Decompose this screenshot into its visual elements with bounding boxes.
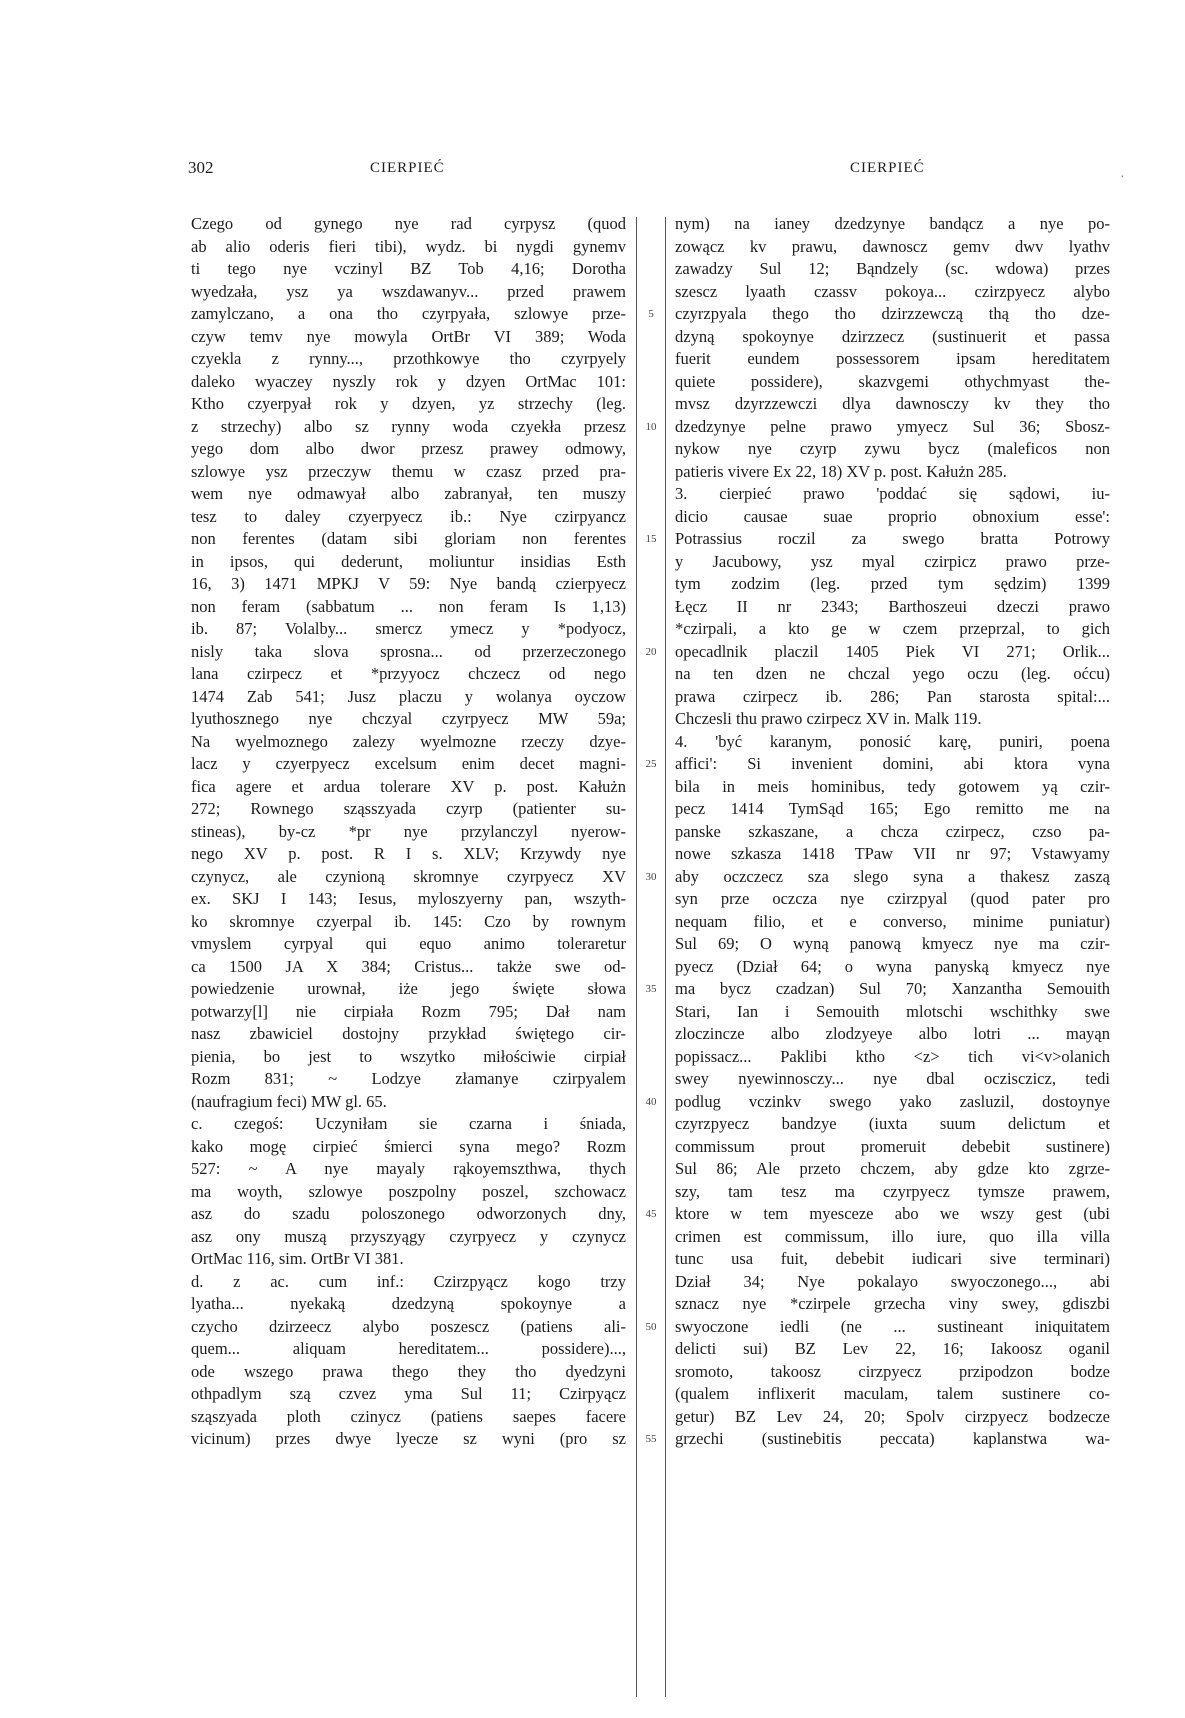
right-column-line: popissacz... Paklibi ktho <z> tich vi<v>olanich (675, 1046, 1110, 1066)
right-column-line: dicio causae suae proprio obnoxium esse': (675, 506, 1110, 526)
right-column-line: Stari, Ian i Semouith mlotschi wschithky swe (675, 1001, 1110, 1021)
right-column-line: szescz lyaath czassv pokoya... czirzpyecz alybo (675, 281, 1110, 301)
left-column-line: asz do szadu poloszonego odworzonych dny, (191, 1204, 626, 1223)
right-column (675, 213, 1110, 1718)
right-column-line: zloczincze albo zlodzyeye albo lotri ... mayąn (675, 1024, 1110, 1043)
left-column-line: czyekla z rynny..., przothkowye tho czyrpyely (191, 349, 626, 368)
right-column-line: Sul 86; Ale przeto chczem, aby gdze kto zgrze- (675, 1159, 1110, 1178)
right-column-line: commissum prout promeruit debebit sustinere) (675, 1136, 1110, 1156)
left-column-line: kako mogę cirpieć śmierci syna mego? Rozm (191, 1136, 626, 1156)
left-column-line: czyw temv nye mowyla OrtBr VI 389; Woda (191, 326, 626, 346)
line-number: 30 (645, 870, 657, 883)
right-column-line: fuerit eundem possessorem ipsam hereditatem (675, 349, 1110, 368)
left-column-line: ode wszego prawa thego they tho dyedzyni (191, 1361, 626, 1381)
line-number: 25 (645, 758, 657, 770)
left-column-line: 1474 Zab 541; Jusz placzu y wolanya oyczow (191, 686, 626, 706)
right-column-line: podlug vczinkv swego yako zasluzil, dostoynye (675, 1091, 1110, 1111)
right-column-line: tunc usa fuit, debebit iudicari sive terminari) (675, 1249, 1110, 1268)
right-column-line: Potrassius roczil za swego bratta Potrowy (675, 529, 1110, 548)
left-column-line: 16, 3) 1471 MPKJ V 59: Nye bandą czierpyecz (191, 574, 626, 593)
column-rule-right (665, 217, 666, 1697)
right-column-line: *czirpali, a kto ge w czem przeprzal, to gich (675, 619, 1110, 638)
running-head-right: CIERPIEĆ (850, 160, 925, 176)
right-column-line: y Jacubowy, ysz myal czirpicz prawo prze- (675, 551, 1110, 571)
right-column-line: ktore w tem myesceze abo we wszy gest (ubi (675, 1204, 1110, 1223)
right-column-line: mvsz dzyrzzewczi dlya dawnosczy kv they tho (675, 394, 1110, 413)
right-column-line: swyoczone iedli (ne ... sustineant iniquitatem (675, 1316, 1110, 1336)
line-number: 35 (645, 983, 657, 995)
right-column-line: zowącz kv prawu, dawnoscz gemv dwv lyathv (675, 236, 1110, 256)
right-column-line: crimen est commissum, illo iure, quo illa villa (675, 1226, 1110, 1246)
left-column-line: wyedzała, ysz ya wszdawanyv... przed prawem (191, 281, 626, 301)
right-column-line: Sul 69; O wyną panową kmyecz nye ma czir- (675, 934, 1110, 953)
right-column-line: sznacz nye *czirpele grzecha viny swey, gdiszbi (675, 1294, 1110, 1313)
left-column-line: ma woyth, szlowye poszpolny poszel, szchowacz (191, 1181, 626, 1201)
left-column-line: vicinum) przes dwye lyecze sz wyni (pro sz (191, 1429, 626, 1448)
right-column-line: pecz 1414 TymSąd 165; Ego remitto me na (675, 799, 1110, 818)
line-number: 50 (645, 1320, 657, 1333)
left-column-line: quem... aliquam hereditatem... possidere)..., (191, 1339, 626, 1358)
right-column-line: swey nyewinnosczy... nye dbal oczisczicz, tedi (675, 1069, 1110, 1088)
left-column-line: OrtMac 116, sim. OrtBr VI 381. (191, 1249, 404, 1268)
column-rule-left (636, 217, 637, 1697)
left-column-line: zamylczano, a ona tho czyrpyała, szlowye prze- (191, 304, 626, 323)
right-column-line: nequam filio, et e converso, minime puniatur) (675, 911, 1110, 931)
right-column-line: nym) na ianey dzedzynye bandącz a nye po- (675, 214, 1110, 233)
left-column-line: lacz y czyerpyecz excelsum enim decet magni- (191, 754, 626, 773)
left-column-line: czynycz, ale czynioną skromnye czyrpyecz XV (191, 866, 626, 886)
left-column-line: othpadlym szą czvez yma Sul 11; Czirpyącz (191, 1384, 626, 1403)
left-column-line: ex. SKJ I 143; Iesus, myloszyerny pan, wszyth- (191, 889, 626, 908)
right-column-line: szy, tam tesz ma czyrpyecz tymsze prawem, (675, 1181, 1110, 1201)
right-column-line: (qualem inflixerit maculam, talem sustinere co- (675, 1384, 1110, 1403)
left-column-line: Na wyelmoznego zalezy wyelmozne rzeczy dzye- (191, 731, 626, 751)
page-number: 302 (188, 158, 214, 177)
left-column-line: ab alio oderis fieri tibi), wydz. bi nygdi gynemv (191, 236, 626, 256)
left-column-line: ko skromnye czyerpal ib. 145: Czo by rownym (191, 911, 626, 931)
left-column-line: 272; Rownego sząsszyada czyrp (patienter su- (191, 799, 626, 818)
right-column-line: na ten dzen ne chczal yego oczu (leg. oćcu) (675, 664, 1110, 683)
left-column-line: Ktho czyerpyał rok y dzyen, yz strzechy (leg. (191, 394, 626, 413)
left-column (191, 213, 626, 1718)
line-number: 55 (645, 1433, 657, 1445)
left-column-line: (naufragium feci) MW gl. 65. (191, 1091, 387, 1111)
page-header (0, 158, 1185, 188)
left-column-line: szlowye ysz przeczyw themu w czasz przed pra- (191, 461, 626, 481)
right-column-line: bila in meis hominibus, tedy gotowem yą czir- (675, 776, 1110, 796)
left-column-line: c. czegoś: Uczyniłam sie czarna i śniada, (191, 1114, 626, 1133)
line-number: 5 (648, 308, 654, 320)
left-column-line: pienia, bo jest to wszytko miłościwie cirpiał (191, 1046, 626, 1066)
left-column-line: in ipsos, qui dederunt, moliuntur insidias Esth (191, 551, 626, 571)
left-column-line: nasz zbawiciel dostojny przykład świętego cir- (191, 1024, 626, 1043)
left-column-line: lyatha... nyekaką dzedzyną spokoynye a (191, 1294, 626, 1313)
left-column-line: vmyslem cyrpyal qui equo animo toleraretur (191, 934, 626, 953)
right-column-line: patieris vivere Ex 22, 18) XV p. post. Kałużn 285. (675, 461, 1007, 481)
line-number: 10 (645, 420, 657, 433)
left-column-line: fica agere et ardua tolerare XV p. post. Kałużn (191, 776, 626, 796)
right-column-line: Chczesli thu prawo czirpecz XV in. Malk 119. (675, 709, 982, 728)
left-column-line: potwarzy[l] nie cirpiała Rozm 795; Dał nam (191, 1001, 626, 1021)
left-column-line: d. z ac. cum inf.: Czirzpyącz kogo trzy (191, 1271, 626, 1291)
right-column-line: tym zodzim (leg. przed tym sędzim) 1399 (675, 574, 1110, 593)
left-column-line: nisly taka slova sprosna... od przerzeczonego (191, 641, 626, 661)
right-column-line: delicti sui) BZ Lev 22, 16; Iakoosz oganil (675, 1339, 1110, 1358)
left-column-line: sząszyada ploth czinycz (patiens saepes facere (191, 1406, 626, 1426)
line-number: 40 (645, 1095, 657, 1108)
left-column-line: wem nye odmawyał albo zabranyał, ten muszy (191, 484, 626, 503)
left-column-line: 527: ~ A nye mayaly rąkoyemszthwa, thych (191, 1159, 626, 1178)
left-column-line: tesz to daley czyerpyecz ib.: Nye czirpyancz (191, 506, 626, 526)
left-column-line: nego XV p. post. R I s. XLV; Krzywdy nye (191, 844, 626, 863)
right-column-line: aby oczczecz sza slego syna a thakesz zaszą (675, 866, 1110, 886)
right-column-line: czyrzpyala thego tho dzirzzewczą thą tho dze- (675, 304, 1110, 323)
right-column-line: syn prze oczcza nye czirzpyal (quod pater pro (675, 889, 1110, 908)
left-column-line: czycho dzirzeecz alybo poszescz (patiens ali- (191, 1316, 626, 1336)
right-column-line: Dział 34; Nye pokalayo swyoczonego..., abi (675, 1271, 1110, 1291)
right-column-line: grzechi (sustinebitis peccata) kaplanstwa wa- (675, 1429, 1110, 1448)
right-column-line: ma bycz czadzan) Sul 70; Xanzantha Semouith (675, 979, 1110, 998)
right-column-line: zawadzy Sul 12; Bąndzely (sc. wdowa) przes (675, 259, 1110, 278)
left-column-line: non ferentes (datam sibi gloriam non ferentes (191, 529, 626, 548)
left-column-line: yego dom albo dwor przesz prawey odmowy, (191, 439, 626, 458)
left-column-line: z strzechy) albo sz rynny woda czyekła przesz (191, 416, 626, 436)
left-column-line: lyuthosznego nye chczyal czyrpyecz MW 59a; (191, 709, 626, 728)
left-column-line: powiedzenie urownał, iże jego święte słowa (191, 979, 626, 998)
right-column-line: sromoto, takoosz cirzpyecz przipodzon bodze (675, 1361, 1110, 1381)
left-column-line: lana czirpecz et *przyyocz chczecz od nego (191, 664, 626, 683)
right-column-line: Łęcz II nr 2343; Barthoszeui dzeczi prawo (675, 596, 1110, 616)
line-number: 15 (645, 533, 657, 545)
right-column-line: getur) BZ Lev 24, 20; Spolv cirzpyecz bodzecze (675, 1406, 1110, 1426)
line-number: 20 (645, 645, 657, 658)
left-column-line: ib. 87; Volalby... smercz ymecz y *podyocz, (191, 619, 626, 638)
right-column-line: nowe szkasza 1418 TPaw VII nr 97; Vstawyamy (675, 844, 1110, 863)
left-column-line: daleko wyaczey nyszly rok y dzyen OrtMac 101: (191, 371, 626, 391)
right-column-line: prawa czirpecz ib. 286; Pan starosta spital:... (675, 686, 1110, 706)
line-number: 45 (645, 1208, 657, 1220)
left-column-line: stineas), by-cz *pr nye przylanczyl nyerow- (191, 821, 626, 841)
left-column-line: asz ony muszą przyszyągy czyrpyecz y czynycz (191, 1226, 626, 1246)
right-column-line: pyecz (Dział 64; o wyna panyską kmyecz nye (675, 956, 1110, 976)
right-column-line: nykow nye czyrp zywu bycz (maleficos non (675, 439, 1110, 458)
right-column-line: quiete possidere), skazvgemi othychmyast the- (675, 371, 1110, 391)
right-column-line: czyrzpyecz bandzye (iuxta suum delictum et (675, 1114, 1110, 1133)
right-column-line: affici': Si invenient domini, abi ktora vyna (675, 754, 1110, 773)
right-column-line: 3. cierpieć prawo 'poddać się sądowi, iu- (675, 484, 1110, 503)
left-column-line: ca 1500 JA X 384; Cristus... także swe od- (191, 956, 626, 976)
right-column-line: opecadlnik placzil 1405 Piek VI 271; Orlik... (675, 641, 1110, 661)
right-column-line: dzedzynye pelne prawo ymyecz Sul 36; Sbosz- (675, 416, 1110, 436)
left-column-line: Czego od gynego nye rad cyrpysz (quod (191, 214, 626, 233)
left-column-line: Rozm 831; ~ Lodzye złamanye czirpyalem (191, 1069, 626, 1088)
running-head-left: CIERPIEĆ (370, 160, 445, 176)
left-column-line: non feram (sabbatum ... non feram Is 1,13) (191, 596, 626, 616)
left-column-line: ti tego nye vczinyl BZ Tob 4,16; Dorotha (191, 259, 626, 278)
right-column-line: 4. 'być karanym, ponosić karę, puniri, poena (675, 731, 1110, 751)
right-column-line: panske szkaszane, a chcza czirpecz, czso pa- (675, 821, 1110, 841)
right-column-line: dzyną spokoynye dzirzzecz (sustinuerit et passa (675, 326, 1110, 346)
corner-mark: · (1120, 170, 1125, 185)
